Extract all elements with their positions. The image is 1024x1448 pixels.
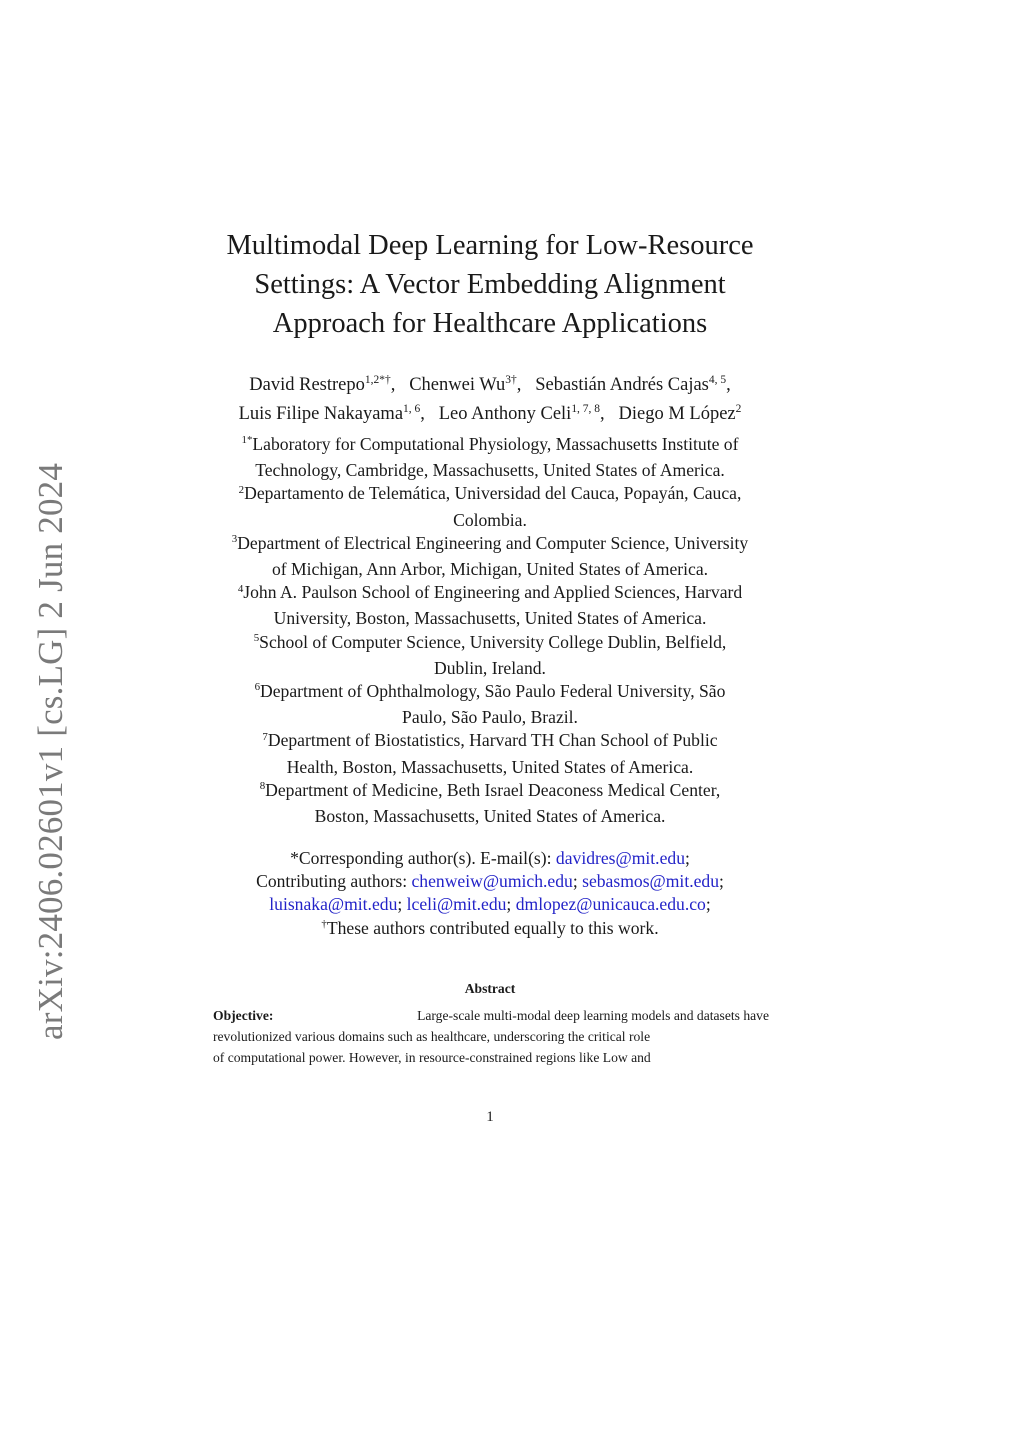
affiliation-text: Colombia.: [453, 509, 527, 530]
separator: ;: [397, 894, 403, 915]
affiliation-text: School of Computer Science, University College Dublin, Belfield,: [259, 631, 727, 652]
author-row: David Restrepo$^{1,2*\dagger}$, Chenwei $Wu^{3\dagger}$, Sebastián Andrés Cajas$^{4, 5}$,: [249, 374, 731, 395]
affiliation-line: [0, 581, 980, 607]
separator: ;: [685, 848, 690, 868]
affiliation-line: [0, 779, 980, 805]
author-name: Diego M López: [618, 404, 736, 424]
author-name: David Restrepo: [249, 375, 365, 395]
contributing-authors-line: [0, 870, 980, 893]
abstract-text: Large-scale multi-modal deep learning models and datasets have: [417, 1008, 769, 1023]
affiliation-text: Boston, Massachusetts, United States of America.: [314, 806, 666, 827]
affiliation-text: Dublin, Ireland.: [434, 657, 546, 678]
equal-contribution-text: These authors contributed equally to this work.: [326, 917, 659, 938]
affiliation-text: Department of Biostatistics, Harvard TH Chan School of Public: [267, 730, 718, 751]
page-number: 1: [486, 1109, 494, 1125]
affiliation-text: Department of Electrical Engineering and Computer Science, University: [237, 532, 749, 553]
corresponding-label: *Corresponding author(s). E-mail(s):: [290, 848, 556, 868]
affiliation-text: Technology, Cambridge, Massachusetts, United States of America.: [255, 460, 725, 481]
title-line: Multimodal Deep Learning for Low-Resource: [226, 230, 754, 261]
affiliation-line: [0, 706, 980, 729]
affiliation-line: [0, 433, 980, 459]
dagger-marker: †: [321, 918, 327, 931]
affiliation-text: Paulo, São Paulo, Brazil.: [402, 707, 578, 728]
arxiv-identifier: arXiv:2406.02601v1 [cs.LG] 2 Jun 2024: [31, 462, 70, 1040]
affiliation-line: [0, 509, 980, 532]
affiliation-text: Department of Ophthalmology, São Paulo Federal University, São: [260, 681, 726, 702]
author-affiliation-marker: 1,2*†: [364, 374, 391, 387]
affiliation-line: [0, 607, 980, 630]
abstract-line: [213, 1005, 769, 1026]
title-line: Approach for Healthcare Applications: [272, 308, 708, 339]
affiliation-text: John A. Paulson School of Engineering and Applied Sciences, Harvard: [243, 582, 743, 603]
paper-title: [0, 226, 980, 343]
affiliation-line: [0, 805, 980, 828]
author-affiliation-marker: 1, 7, 8: [571, 403, 600, 416]
author-affiliation-marker: 3†: [505, 374, 517, 387]
corresponding-author-line: [0, 847, 980, 870]
title-line: Settings: A Vector Embedding Alignment: [254, 269, 726, 300]
abstract-heading: Abstract: [464, 981, 516, 996]
email-link[interactable]: luisnaka@mit.edu: [269, 894, 398, 915]
affiliation-line: [0, 459, 980, 482]
affiliation-marker: 3: [231, 533, 238, 546]
correspondence-block: [0, 847, 980, 943]
author-name: Leo Anthony Celi: [438, 404, 572, 424]
author-affiliation-marker: 1, 6: [403, 403, 421, 416]
email-link[interactable]: lceli@mit.edu: [406, 894, 507, 915]
contributing-authors-line: [0, 893, 980, 916]
author-affiliation-marker: 4, 5: [708, 374, 727, 387]
affiliation-line: [0, 482, 980, 508]
author-row: Luis Filipe Nakayama$^{1, 6}$, Leo Anthony Celi$^{1, 7, 8}$, Diego M López$^2$: [238, 403, 742, 424]
affiliation-line: [0, 631, 980, 657]
separator: ;: [506, 894, 512, 915]
author-name: Sebastián Andrés Cajas: [535, 375, 709, 395]
affiliation-text: University, Boston, Massachusetts, United States of America.: [273, 608, 707, 629]
affiliation-marker: 8: [259, 780, 266, 793]
affiliation-line: [0, 532, 980, 558]
affiliation-line: [0, 756, 980, 779]
email-link[interactable]: davidres@mit.edu: [555, 848, 685, 868]
affiliation-text: Departamento de Telemática, Universidad del Cauca, Popayán, Cauca,: [244, 483, 742, 504]
abstract-body: [213, 1005, 769, 1068]
separator: ;: [719, 871, 724, 892]
author-name: Luis Filipe Nakayama: [238, 404, 404, 424]
affiliation-marker: 2: [238, 483, 245, 496]
email-link[interactable]: sebasmos@mit.edu: [582, 871, 720, 892]
contributing-label: Contributing authors:: [256, 871, 412, 892]
objective-label: Objective:: [213, 1008, 274, 1023]
equal-contribution-note: [0, 917, 980, 943]
affiliation-text: of Michigan, Ann Arbor, Michigan, United States of America.: [271, 559, 709, 580]
affiliation-list: [0, 433, 980, 828]
affiliation-text: Health, Boston, Massachusetts, United States of America.: [286, 756, 694, 777]
affiliation-text: Department of Medicine, Beth Israel Deaconess Medical Center,: [265, 779, 721, 800]
abstract-line: [213, 1047, 769, 1068]
affiliation-line: [0, 657, 980, 680]
affiliation-line: [0, 680, 980, 706]
affiliation-line: [0, 729, 980, 755]
separator: ;: [572, 871, 578, 892]
affiliation-marker: 6: [254, 681, 261, 694]
abstract-line: [213, 1026, 769, 1047]
affiliation-marker: 1*: [241, 434, 253, 447]
abstract-text: revolutionized various domains such as healthcare, underscoring the critical role: [213, 1029, 651, 1044]
author-affiliation-marker: 2: [735, 403, 742, 416]
email-link[interactable]: chenweiw@umich.edu: [411, 871, 573, 892]
affiliation-line: [0, 558, 980, 581]
email-link[interactable]: dmlopez@unicauca.edu.co: [515, 894, 706, 915]
affiliation-text: Laboratory for Computational Physiology, Massachusetts Institute of: [252, 434, 739, 454]
separator: ;: [705, 894, 711, 915]
abstract-text: of computational power. However, in resource-constrained regions like Low and: [213, 1050, 651, 1065]
affiliation-marker: 4: [237, 582, 244, 595]
affiliation-marker: 5: [253, 632, 260, 645]
author-list: [0, 372, 980, 430]
affiliation-marker: 7: [262, 730, 268, 743]
author-name: Chenwei Wu: [409, 375, 506, 395]
